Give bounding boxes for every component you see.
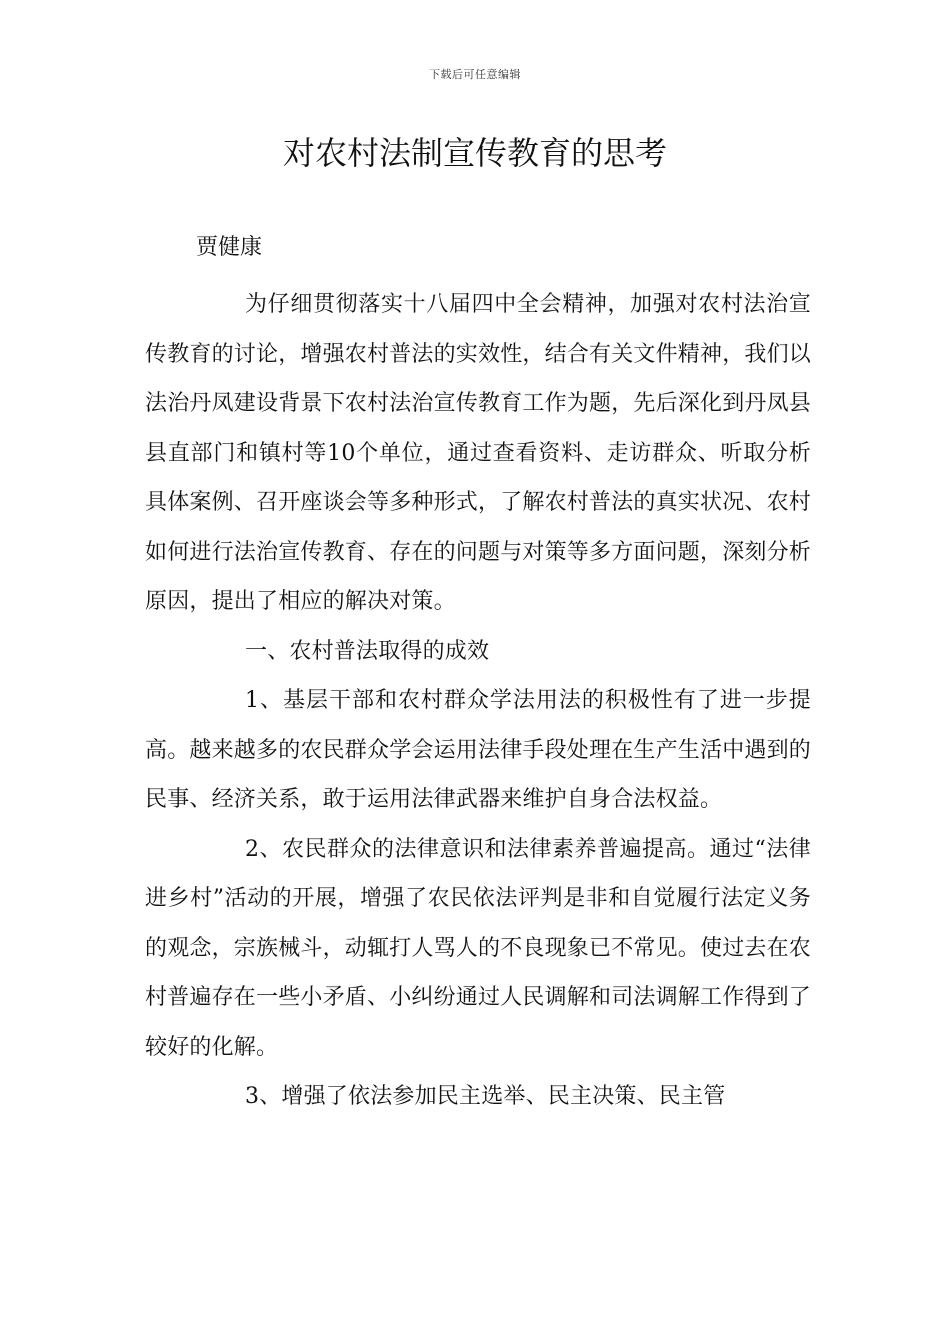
paragraph-point-3: 3、增强了依法参加民主选举、民主决策、民主管: [245, 1084, 726, 1109]
paragraph-point-2: 2、农民群众的法律意识和法律素养普遍提高。通过“法律进乡村”活动的开展，增强了农民依法评判是非和自觉履行法定义务的观念，宗族械斗，动辄打人骂人的不良现象已不常见。使过去在农村普遍存在一些小矛盾、小纠纷通过人民调解和司法调解工作得到了较好的化解。: [145, 836, 812, 1060]
document-body: [145, 280, 811, 1122]
header-note: 下载后可任意编辑: [429, 68, 521, 81]
author-name: 贾健康: [196, 235, 263, 260]
document-title: 对农村法制宣传教育的思考: [282, 134, 667, 172]
paragraph-point-1: 1、基层干部和农村群众学法用法的积极性有了进一步提高。越来越多的农民群众学会运用法律手段处理在生产生活中遇到的民事、经济关系，敢于运用法律武器来维护自身合法权益。: [145, 688, 812, 812]
paragraph-intro: 为仔细贯彻落实十八届四中全会精神，加强对农村法治宣传教育的讨论，增强农村普法的实效性，结合有关文件精神，我们以法治丹凤建设背景下农村法治宣传教育工作为题，先后深化到丹凤县县直部门和镇村等10个单位，通过查看资料、走访群众、听取分析具体案例、召开座谈会等多种形式，了解农村普法的真实状况、农村如何进行法治宣传教育、存在的问题与对策等多方面问题，深刻分析原因，提出了相应的解决对策。: [145, 292, 812, 614]
section-heading-achievements: 一、农村普法取得的成效: [245, 638, 490, 664]
